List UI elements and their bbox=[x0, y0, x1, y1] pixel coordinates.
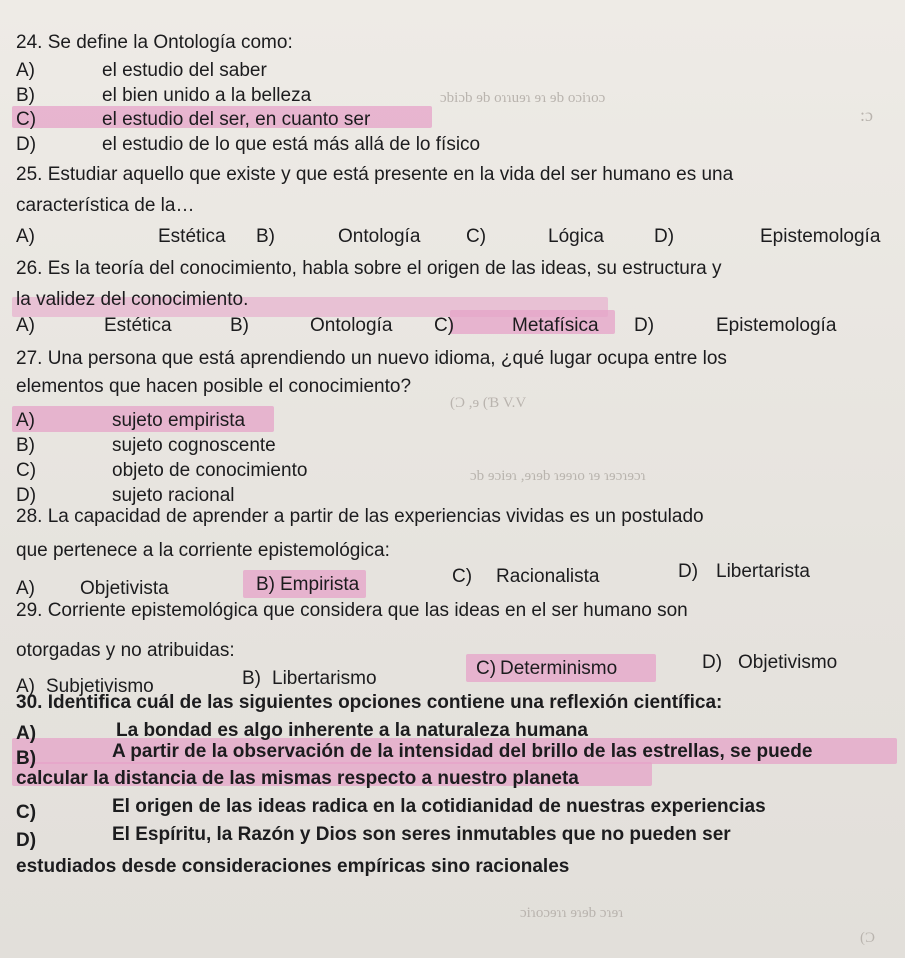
q28-option-a-letter: A) bbox=[16, 578, 35, 599]
q28-option-c-letter: C) bbox=[452, 566, 473, 587]
q30-option-a-letter: A) bbox=[16, 723, 37, 744]
q24-option-d-letter: D) bbox=[16, 134, 37, 155]
q24-option-d-text: el estudio de lo que está más allá de lo físico bbox=[102, 134, 481, 155]
question-24-stem: 24. Se define la Ontología como: bbox=[16, 32, 293, 53]
question-29-stem-line2: otorgadas y no atribuidas: bbox=[16, 640, 235, 661]
question-26-stem-line1: 26. Es la teoría del conocimiento, habla sobre el origen de las ideas, su estructura y bbox=[16, 258, 722, 279]
q27-option-a-letter: A) bbox=[16, 410, 35, 431]
q26-option-a-text: Estética bbox=[104, 315, 172, 336]
q29-option-c-text: Determinismo bbox=[500, 658, 618, 679]
q29-option-d-text: Objetivismo bbox=[738, 652, 838, 673]
q26-option-c-letter: C) bbox=[434, 315, 455, 336]
show-through-text: :ɔ bbox=[860, 105, 873, 125]
q28-option-d-text: Libertarista bbox=[716, 561, 810, 582]
q30-option-a-text: La bondad es algo inherente a la naturaleza humana bbox=[116, 720, 588, 741]
q30-option-d-text-line2: estudiados desde consideraciones empíricas sino racionales bbox=[16, 856, 570, 877]
show-through-text: (Ɔ ,ɘ (Ɓ V.V bbox=[450, 395, 527, 411]
q26-option-b-letter: B) bbox=[230, 315, 249, 336]
show-through-text: ɔb ɘɔiɘɿ ,ɘɿɘb ɿɘɘɿo ɿɘ ɿɘɔɿɘɔɿ bbox=[470, 468, 646, 484]
question-28-stem-line1: 28. La capacidad de aprender a partir de las experiencias vividas es un postulado bbox=[16, 506, 704, 527]
q26-option-a-letter: A) bbox=[16, 315, 35, 336]
q24-option-b-text: el bien unido a la belleza bbox=[102, 85, 312, 106]
show-through-text: ɔbiɔb ɘb oɿɿuɘɿ ɘɿ ɘb oɔiɿoɔ bbox=[440, 90, 606, 106]
q30-option-b-text-line1: A partir de la observación de la intensidad del brillo de las estrellas, se puede bbox=[112, 741, 813, 762]
q26-option-c-text: Metafísica bbox=[512, 315, 599, 336]
q28-option-c-text: Racionalista bbox=[496, 566, 600, 587]
q30-option-b-letter: B) bbox=[16, 748, 37, 769]
q27-option-d-letter: D) bbox=[16, 485, 37, 506]
q25-option-d-text: Epistemología bbox=[760, 226, 881, 247]
q28-option-b-text: Empirista bbox=[280, 574, 360, 595]
q29-option-b-letter: B) bbox=[242, 668, 261, 689]
q29-option-b-text: Libertarismo bbox=[272, 668, 377, 689]
q25-option-c-letter: C) bbox=[466, 226, 487, 247]
q24-option-c-letter: C) bbox=[16, 109, 37, 130]
question-25-stem-line1: 25. Estudiar aquello que existe y que está presente en la vida del ser humano es una bbox=[16, 164, 734, 185]
q26-option-d-text: Epistemología bbox=[716, 315, 837, 336]
show-through-text: (Ɔ bbox=[860, 930, 875, 946]
question-27-stem-line1: 27. Una persona que está aprendiendo un nuevo idioma, ¿qué lugar ocupa entre los bbox=[16, 348, 727, 369]
question-30-stem: 30. Identifica cuál de las siguientes opciones contiene una reflexión científica: bbox=[16, 692, 723, 713]
q24-option-a-text: el estudio del saber bbox=[102, 60, 267, 81]
q30-option-c-text: El origen de las ideas radica en la cotidianidad de nuestras experiencias bbox=[112, 796, 766, 817]
q30-option-c-letter: C) bbox=[16, 802, 37, 823]
question-25-stem-line2: característica de la… bbox=[16, 195, 195, 216]
q29-option-c-letter: C) bbox=[476, 658, 497, 679]
q29-option-a-text: Subjetivismo bbox=[46, 676, 154, 697]
q27-option-c-text: objeto de conocimiento bbox=[112, 460, 308, 481]
question-28-stem-line2: que pertenece a la corriente epistemológica: bbox=[16, 540, 390, 561]
q24-option-a-letter: A) bbox=[16, 60, 35, 81]
question-26-stem-line2: la validez del conocimiento. bbox=[16, 289, 249, 310]
q27-option-b-text: sujeto cognoscente bbox=[112, 435, 276, 456]
q25-option-b-text: Ontología bbox=[338, 226, 421, 247]
q27-option-b-letter: B) bbox=[16, 435, 35, 456]
q30-option-b-text-line2: calcular la distancia de las mismas respecto a nuestro planeta bbox=[16, 768, 579, 789]
q25-option-c-text: Lógica bbox=[548, 226, 604, 247]
q27-option-c-letter: C) bbox=[16, 460, 37, 481]
q27-option-d-text: sujeto racional bbox=[112, 485, 235, 506]
q24-option-b-letter: B) bbox=[16, 85, 35, 106]
q26-option-b-text: Ontología bbox=[310, 315, 393, 336]
q29-option-d-letter: D) bbox=[702, 652, 723, 673]
q25-option-b-letter: B) bbox=[256, 226, 275, 247]
q25-option-a-text: Estética bbox=[158, 226, 226, 247]
q26-option-d-letter: D) bbox=[634, 315, 655, 336]
q30-option-d-text-line1: El Espíritu, la Razón y Dios son seres inmutables que no pueden ser bbox=[112, 824, 731, 845]
q27-option-a-text: sujeto empirista bbox=[112, 410, 246, 431]
q25-option-a-letter: A) bbox=[16, 226, 35, 247]
q30-option-d-letter: D) bbox=[16, 830, 37, 851]
q25-option-d-letter: D) bbox=[654, 226, 675, 247]
q24-option-c-text: el estudio del ser, en cuanto ser bbox=[102, 109, 371, 130]
q28-option-d-letter: D) bbox=[678, 561, 699, 582]
q28-option-b-letter: B) bbox=[256, 574, 275, 595]
q28-option-a-text: Objetivista bbox=[80, 578, 169, 599]
q29-option-a-letter: A) bbox=[16, 676, 35, 697]
show-through-text: ɔiɿoɔɘɿɿ ɘɿɘb ɔɿɘɿ bbox=[520, 905, 624, 921]
question-27-stem-line2: elementos que hacen posible el conocimiento? bbox=[16, 376, 412, 397]
question-29-stem-line1: 29. Corriente epistemológica que considera que las ideas en el ser humano son bbox=[16, 600, 688, 621]
